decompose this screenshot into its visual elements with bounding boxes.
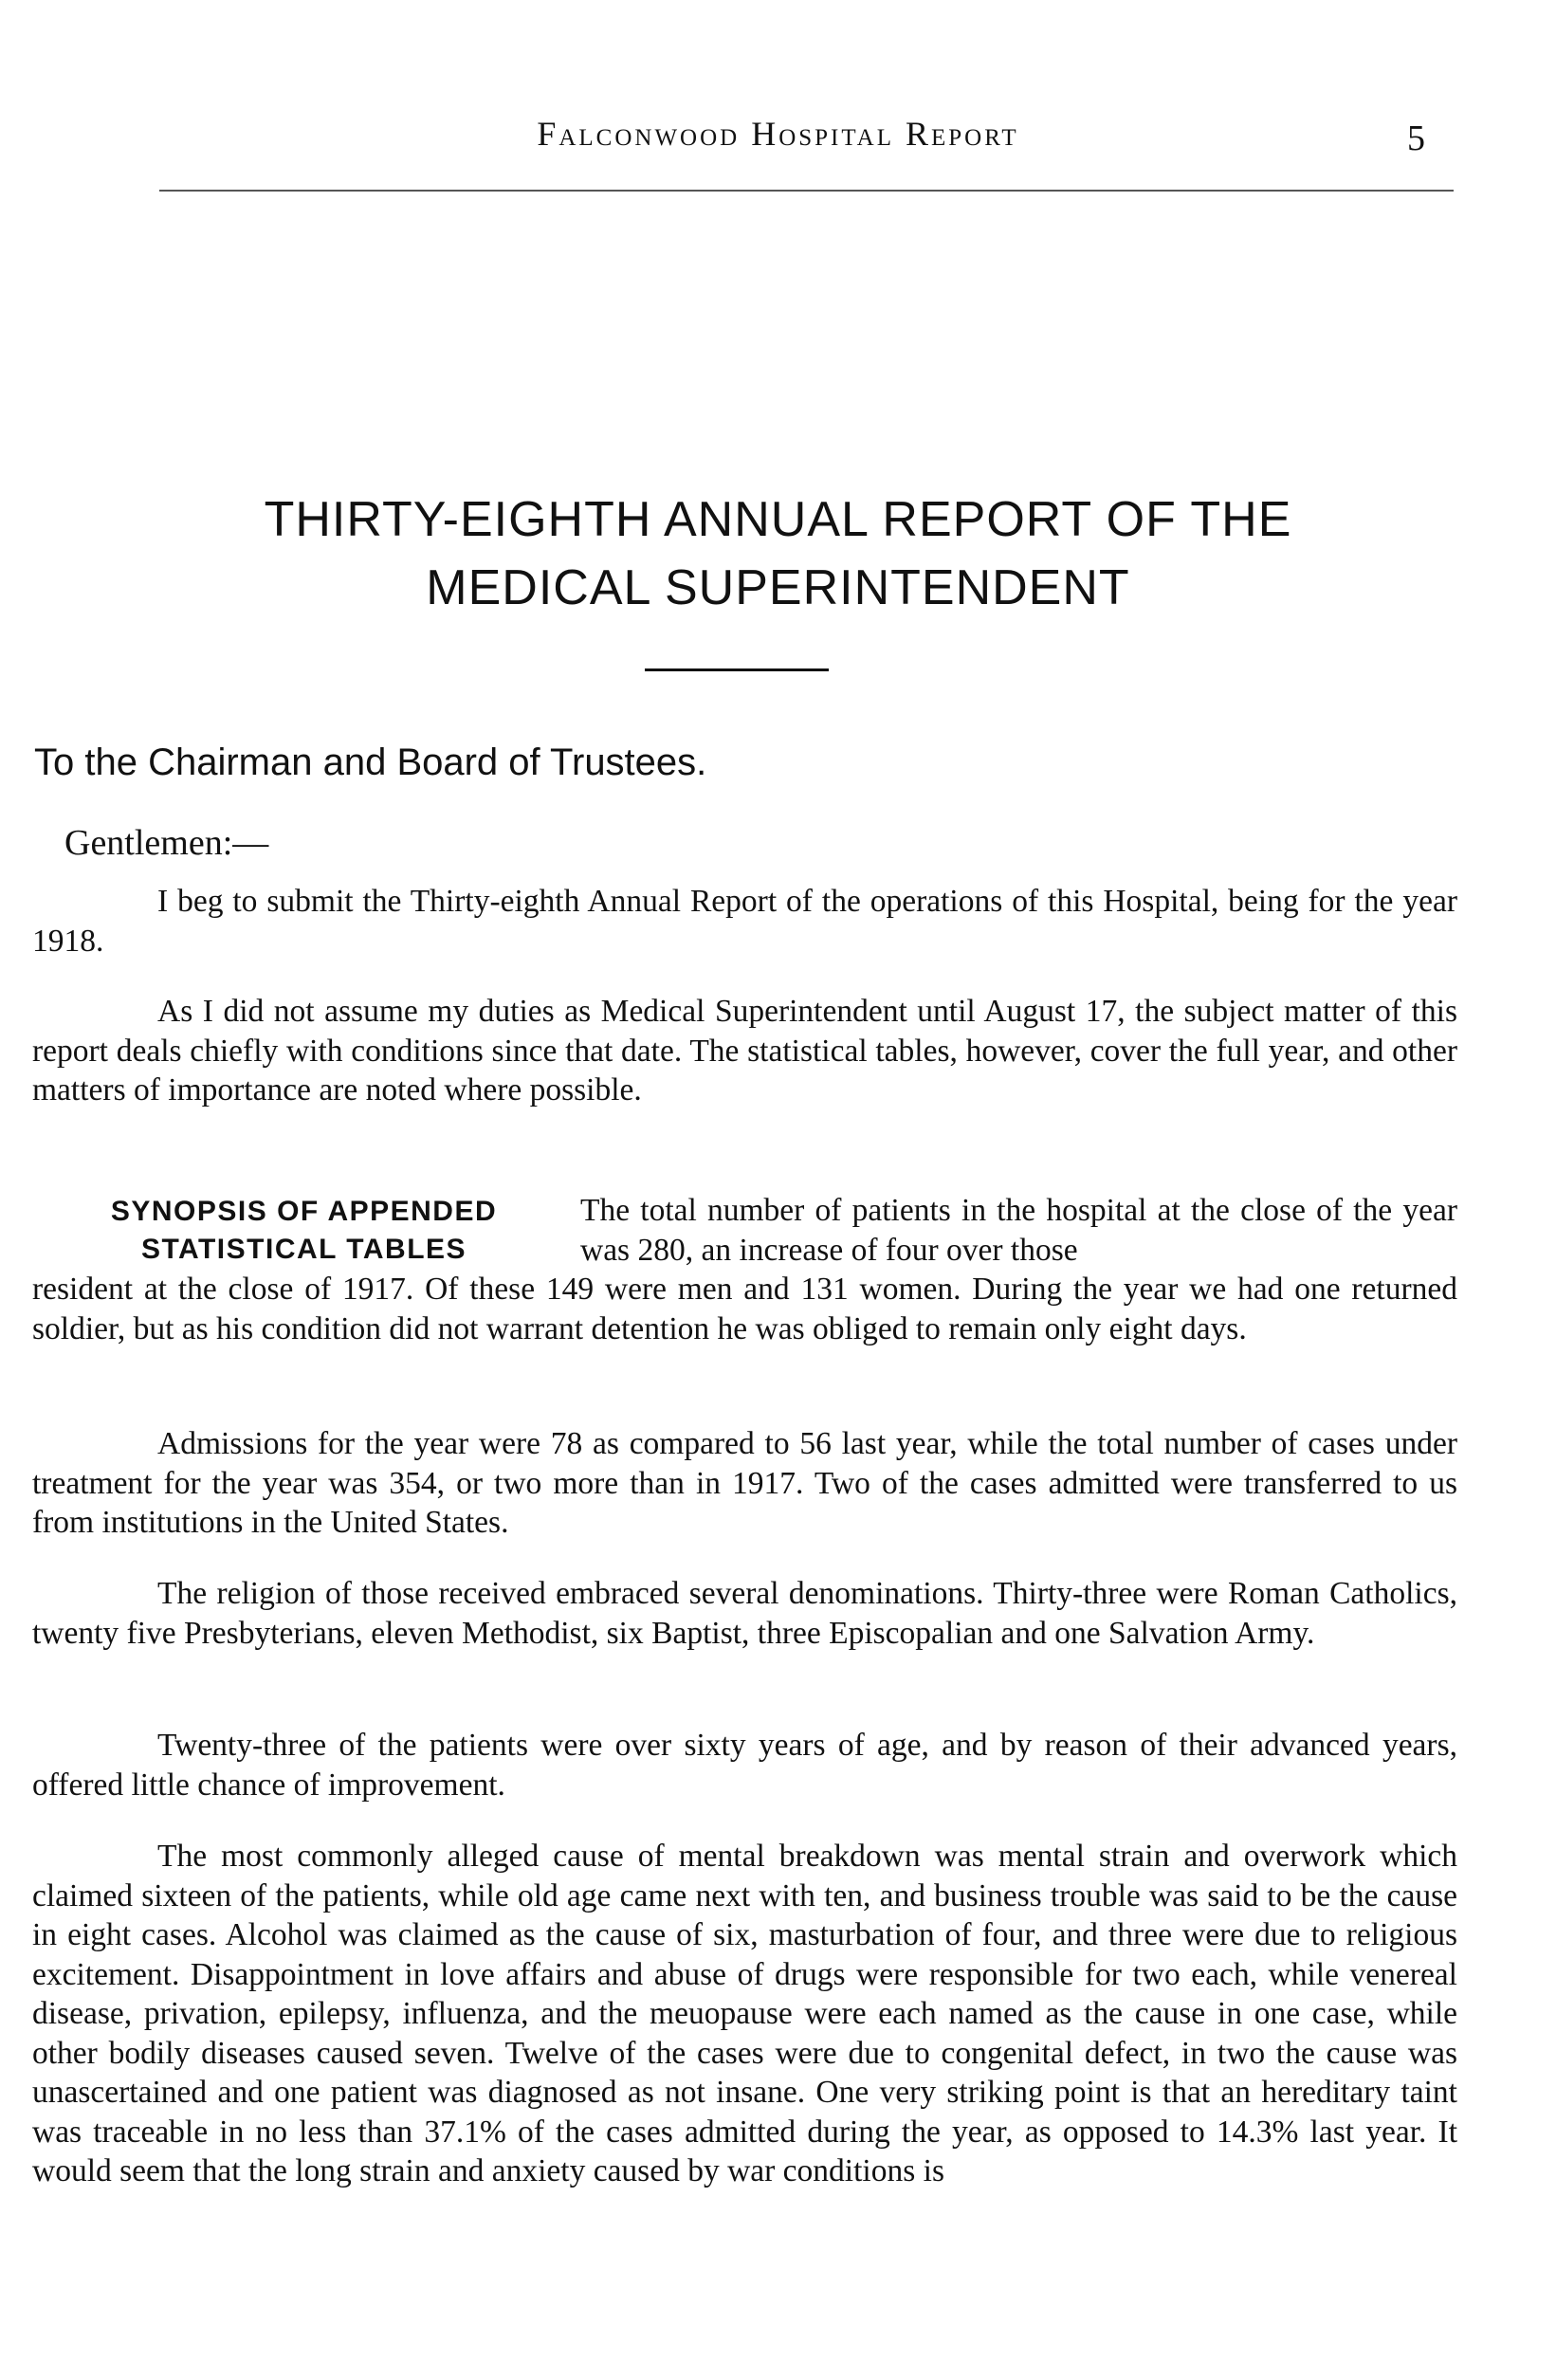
greeting: Gentlemen:— [64, 823, 269, 863]
paragraph-religion: The religion of those received embraced several denominations. Thirty-three were Roman Catholics, twenty five Presbyterians, eleven Methodist, six Baptist, three Episcopalian and one Salvation Army. [32, 1576, 1457, 1651]
page-number: 5 [1407, 119, 1425, 158]
salutation: To the Chairman and Board of Trustees. [34, 741, 707, 783]
report-title-line-2: MEDICAL SUPERINTENDENT [426, 560, 1130, 615]
header-rule [159, 190, 1454, 192]
paragraph-duties: As I did not assume my duties as Medical Superintendent until August 17, the subject matter of this report deals chiefly with conditions since that date. The statistical tables, however, cover the full year, and other matters of importance are noted where possible. [32, 994, 1457, 1108]
paragraph-causes: The most commonly alleged cause of mental breakdown was mental strain and overwork which claimed sixteen of the patients, while old age came next with ten, and business trouble was said to be the cause in eight cases. Alcohol was claimed as the cause of six, masturbation of four, and three were due to religious excitement. Disappointment in love affairs and abuse of drugs were responsible for two each, while venereal disease, privation, epilepsy, influenza, and the meuopause were each named as the cause in one case, while other bodily diseases caused seven. Twelve of the cases were due to congenital defect, in two the cause was unascertained and one patient was diagnosed as not insane. One very striking point is that an hereditary taint was traceable in no less than 37.1% of the cases admitted during the year, as opposed to 14.3% last year. It would seem that the long strain and anxiety caused by war conditions is [32, 1839, 1457, 2188]
paragraph-synopsis-rest: resident at the close of 1917. Of these 149 were men and 131 women. During the year we had one returned soldier, but as his condition did not warrant detention he was obliged to remain only eight days. [32, 1272, 1457, 1346]
paragraph-age: Twenty-three of the patients were over sixty years of age, and by reason of their advanced years, offered little chance of improvement. [32, 1728, 1457, 1803]
paragraph-submission: I beg to submit the Thirty-eighth Annual Report of the operations of this Hospital, being for the year 1918. [32, 884, 1457, 959]
title-rule [645, 668, 829, 671]
running-header-title: Falconwood Hospital Report [537, 115, 1019, 153]
section-heading-synopsis: SYNOPSIS OF APPENDED STATISTICAL TABLES [110, 1196, 498, 1265]
paragraph-synopsis-lead: The total number of patients in the hospital at the close of the year was 280, an increase of four over those [580, 1193, 1457, 1268]
report-title-line-1: THIRTY-EIGHTH ANNUAL REPORT OF THE [264, 492, 1292, 547]
paragraph-admissions: Admissions for the year were 78 as compared to 56 last year, while the total number of cases under treatment for the year was 354, or two more than in 1917. Two of the cases admitted were transferred to us from institutions in the United States. [32, 1426, 1457, 1540]
